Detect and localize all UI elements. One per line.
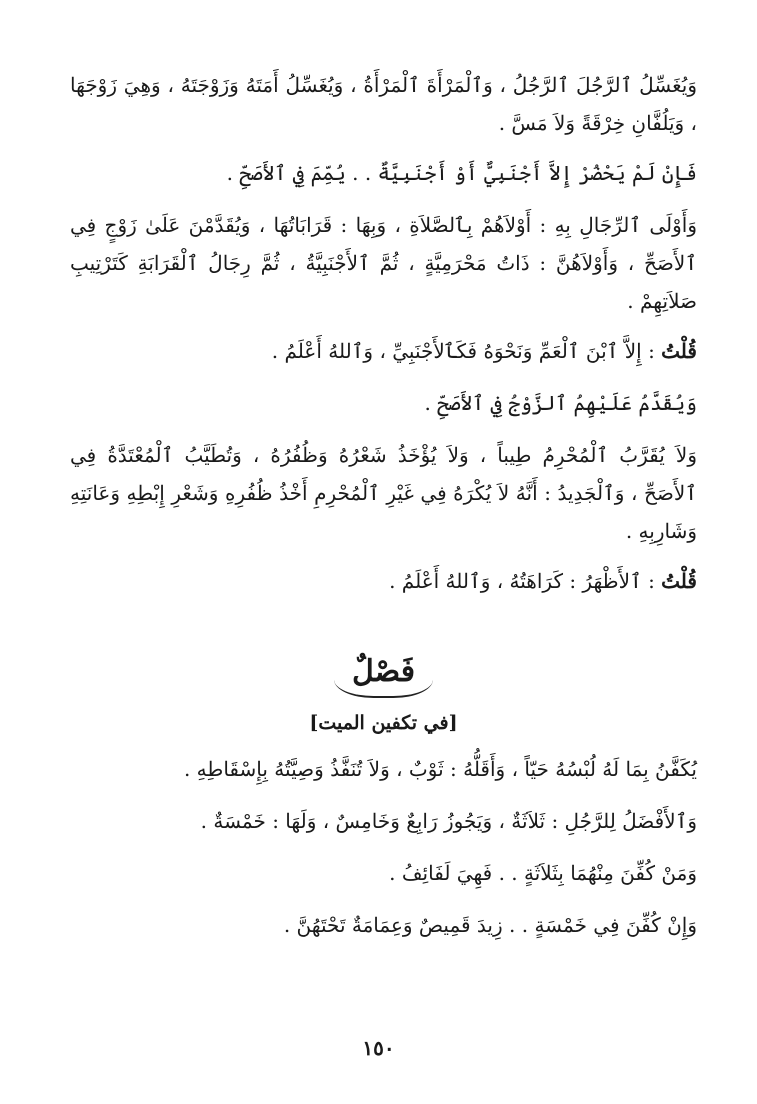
paragraph-washing: وَيُغَسِّلُ ٱلرَّجُلَ ٱلرَّجُلُ ، وَٱلْمَرْأَةَ ٱلْمَرْأَةُ ، وَيُغَسِّلُ أَمَتَهُ وَزَوْجَتَهُ ، وَهِيَ زَوْجَهَا ، وَيَلُفَّانِ خِرْقَةً وَلاَ مَسَّ . [70, 73, 697, 135]
paragraph-five: وَإِنْ كُفِّنَ فِي خَمْسَةٍ . . زِيدَ قَمِيصٌ وَعِمَامَةٌ تَحْتَهُنَّ . [283, 913, 697, 937]
qult-paragraph-2 [70, 562, 697, 600]
paragraph-best: وَٱلأَفْضَلُ لِلرَّجُلِ : ثَلاَثَةٌ ، وَيَجُوزُ رَابِعٌ وَخَامِسٌ ، وَلَهَا : خَمْسَةٌ . [200, 809, 697, 833]
paragraph-tayammum: فَإِنْ لَمْ يَحْضُرْ إِلاَّ أَجْنَبِيٌّ أَوْ أَجْنَبِيَّةٌ . . يُمِّمَ فِي ٱلأَصَحِّ . [226, 161, 697, 185]
paragraph-husband: وَيُقَدَّمُ عَلَيْهِمُ ٱلزَّوْجُ فِي ٱلأَصَحِّ . [424, 391, 697, 415]
book-page [70, 66, 697, 1064]
qult-paragraph-1 [70, 332, 697, 370]
paragraph-three: وَمَنْ كُفِّنَ مِنْهُمَا بِثَلاَثَةٍ . . فَهِيَ لَفَائِفُ . [389, 861, 697, 885]
paragraph-priority: وَأَوْلَى ٱلرِّجَالِ بِهِ : أَوْلاَهُمْ بِٱلصَّلاَةِ ، وَبِهَا : قَرَابَاتُهَا ، وَيُقَدَّمْنَ عَلَىٰ زَوْجٍ فِي ٱلأَصَحِّ ، وَأَوْلاَهُنَّ : ذَاتُ مَحْرَمِيَّةٍ ، ثُمَّ ٱلأَجْنَبِيَّةُ ، ثُمَّ رِجَالُ ٱلْقَرَابَةِ كَتَرْتِيبِ صَلاَتِهِمْ . [70, 213, 697, 313]
paragraph-muhrim: وَلاَ يُقَرَّبُ ٱلْمُحْرِمُ طِيباً ، وَلاَ يُؤْخَذُ شَعْرُهُ وَظُفُرُهُ ، وَتُطَيَّبُ ٱلْمُعْتَدَّةُ فِي ٱلأَصَحِّ ، وَٱلْجَدِيدُ : أَنَّهُ لاَ يُكْرَهُ فِي غَيْرِ ٱلْمُحْرِمِ أَخْذُ ظُفُرِهِ وَشَعْرِ إِبْطِهِ وَعَانَتِهِ وَشَارِبِهِ . [70, 443, 697, 543]
section-subtitle: [في تكفين الميت] [309, 712, 458, 734]
page-number: ١٥٠ [362, 1036, 395, 1060]
qult-text: : إِلاَّ ٱبْنَ ٱلْعَمِّ وَنَحْوَهُ فَكَٱلأَجْنَبِيِّ ، وَٱللهُ أَعْلَمُ . [271, 339, 655, 363]
qult-label: قُلْتُ [661, 569, 697, 593]
qult-text: : ٱلأَظْهَرُ : كَرَاهَتُهُ ، وَٱللهُ أَعْلَمُ . [389, 569, 655, 593]
section-title: فَصْلٌ [334, 652, 433, 698]
qult-label: قُلْتُ [661, 339, 697, 363]
paragraph-kafan: يُكَفَّنُ بِمَا لَهُ لُبْسُهُ حَيّاً ، وَأَقَلُّهُ : ثَوْبٌ ، وَلاَ تُنَفَّذُ وَصِيَّتُهُ بِإِسْقَاطِهِ . [183, 757, 697, 781]
section-heading [70, 652, 697, 698]
